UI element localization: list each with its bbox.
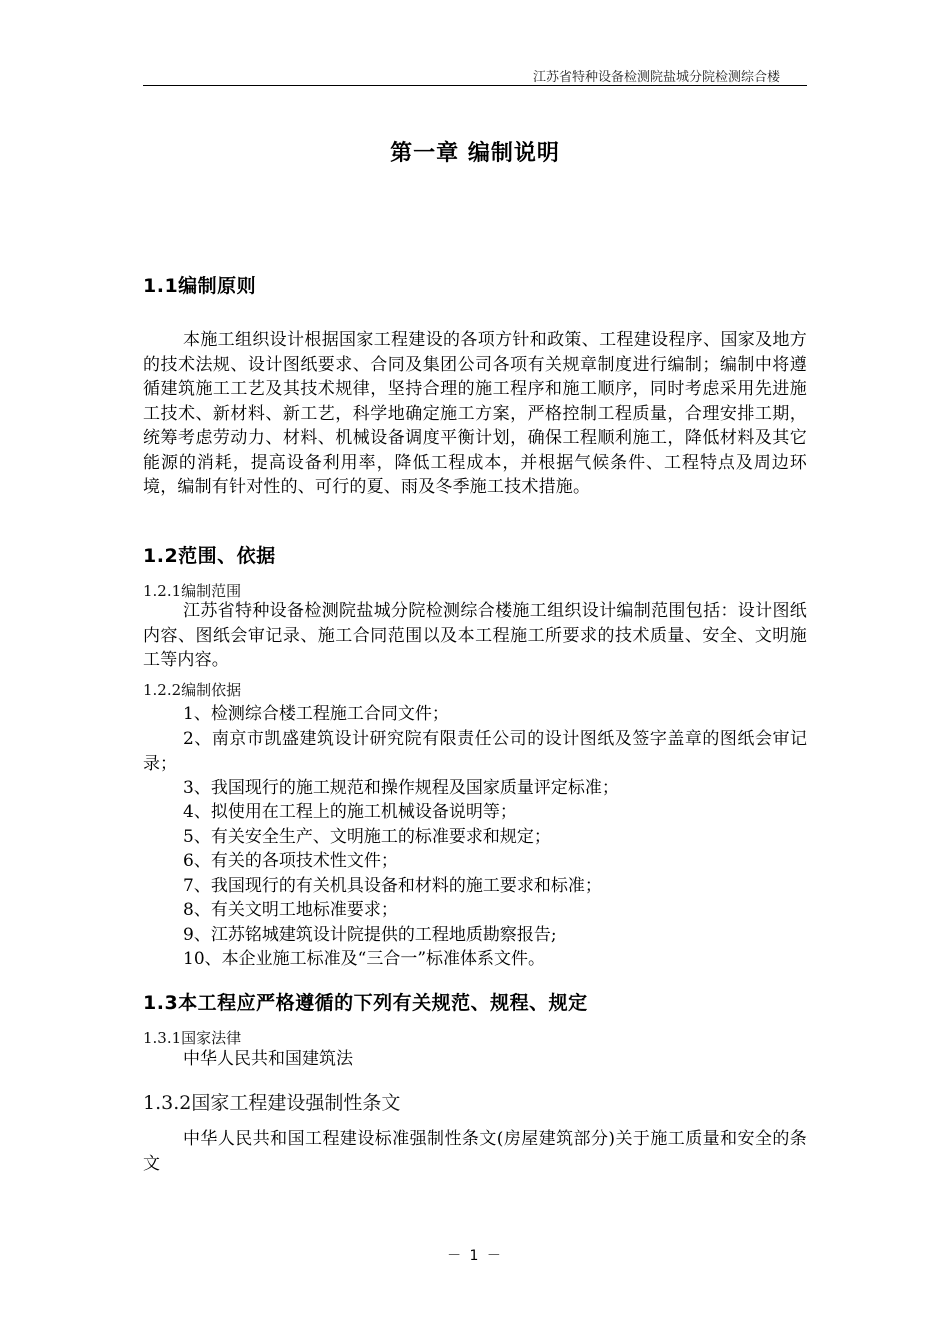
subsection-heading-1-3-1: 1.3.1国家法律: [143, 1029, 242, 1047]
subsection-heading-1-3-2: 1.3.2国家工程建设强制性条文: [143, 1092, 401, 1114]
list-item: 2、南京市凯盛建筑设计研究院有限责任公司的设计图纸及签字盖章的图纸会审记录；: [143, 729, 807, 774]
subsection-body-1-3-1: 中华人民共和国建筑法: [183, 1049, 353, 1069]
header-divider: [143, 85, 807, 86]
list-item: 9、江苏铭城建筑设计院提供的工程地质勘察报告;: [183, 925, 557, 945]
list-item: 10、本企业施工标准及“三合一”标准体系文件。: [183, 949, 546, 969]
subsection-heading-1-2-2: 1.2.2编制依据: [143, 681, 242, 699]
list-item: 4、拟使用在工程上的施工机械设备说明等；: [183, 802, 517, 822]
section-heading-1-3: 1.3本工程应严格遵循的下列有关规范、规程、规定: [143, 992, 588, 1014]
subsection-heading-1-2-1: 1.2.1编制范围: [143, 582, 242, 600]
subsection-body-1-3-2: 中华人民共和国工程建设标准强制性条文(房屋建筑部分)关于施工质量和安全的条文: [143, 1129, 807, 1174]
subsection-body-1-2-1: 江苏省特种设备检测院盐城分院检测综合楼施工组织设计编制范围包括：设计图纸内容、图纸会审记录、施工合同范围以及本工程施工所要求的技术质量、安全、文明施工等内容。: [143, 601, 807, 670]
list-item: 1、检测综合楼工程施工合同文件；: [183, 704, 449, 724]
section-heading-1-2: 1.2范围、依据: [143, 545, 276, 567]
chapter-title: 第一章 编制说明: [390, 141, 560, 166]
section-heading-1-1: 1.1编制原则: [143, 275, 257, 297]
section-body-1-1: 本施工组织设计根据国家工程建设的各项方针和政策、工程建设程序、国家及地方的技术法规、设计图纸要求、合同及集团公司各项有关规章制度进行编制；编制中将遵循建筑施工工艺及其技术规律，坚持合理的施工程序和施工顺序，同时考虑采用先进施工技术、新材料、新工艺，科学地确定施工方案，严格控制工程质量，合理安排工期，统筹考虑劳动力、材料、机械设备调度平衡计划，确保工程顺利施工，降低材料及其它能源的消耗，提高设备利用率，降低工程成本，并根据气候条件、工程特点及周边环境，编制有针对性的、可行的夏、雨及冬季施工技术措施。: [143, 330, 807, 497]
running-header: 江苏省特种设备检测院盐城分院检测综合楼: [532, 70, 780, 85]
list-item: 5、有关安全生产、文明施工的标准要求和规定；: [183, 827, 551, 847]
list-item: 7、我国现行的有关机具设备和材料的施工要求和标准；: [183, 876, 602, 896]
list-item: 8、有关文明工地标准要求；: [183, 900, 398, 920]
list-item: 6、有关的各项技术性文件；: [183, 851, 398, 871]
list-item: 3、我国现行的施工规范和操作规程及国家质量评定标准；: [183, 778, 619, 798]
page-number: － 1 －: [447, 1248, 503, 1264]
